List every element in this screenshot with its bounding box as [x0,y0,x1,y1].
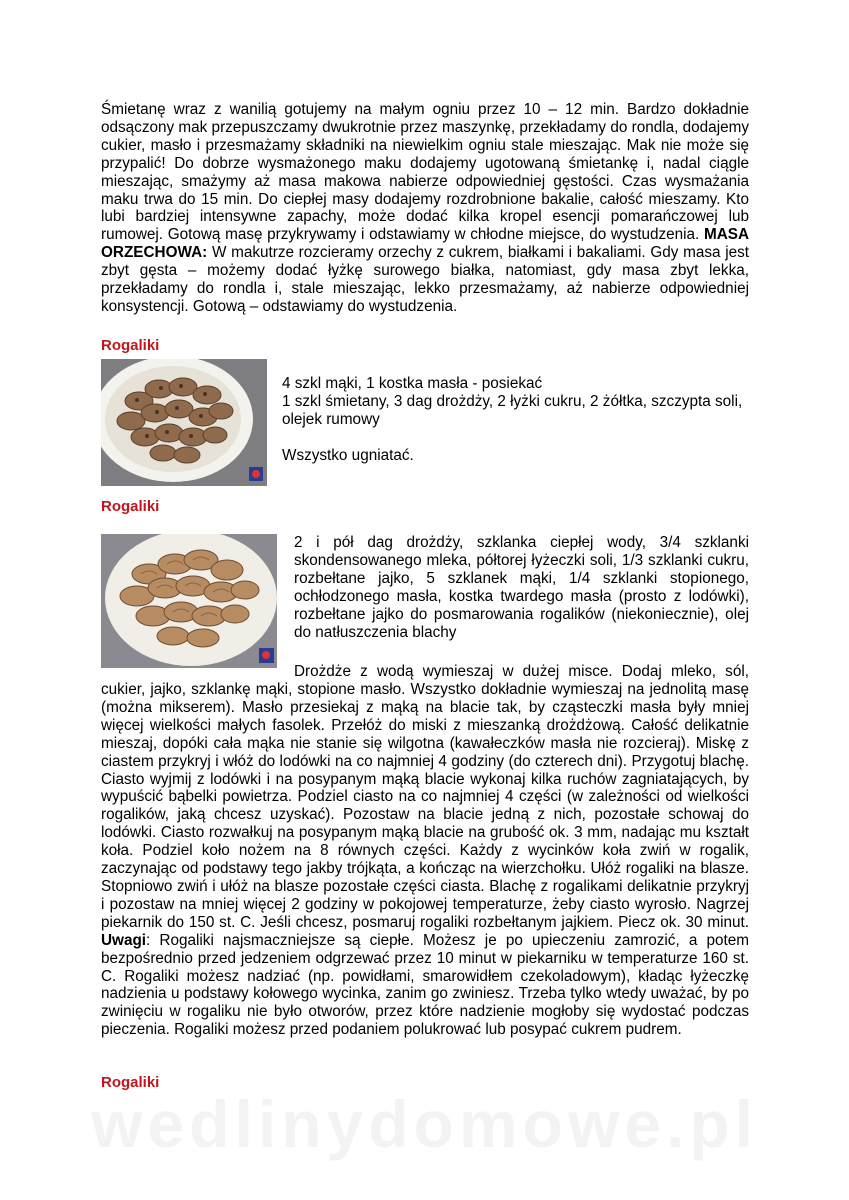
recipe2-title: Rogaliki [101,498,160,515]
recipe2-ingredients-text: 2 i pół dag drożdży, szklanka ciepłej wody, 3/4 szklanki skondensowanego mleka, półtorej łyżeczki soli, 1/3 szklanki cukru, rozbełtane jajko, 5 szklanek mąki, 1/4 szklanki stopionego, ochłodzonego masła, kostka twardego masła (prosto z lodówki), rozbełtane jajko do posmarowania rogalików (niekoniecznie), olej do natłuszczenia blachy [294,534,749,641]
croissant-plate-image-2 [101,534,277,668]
intro-paragraph [101,101,749,316]
site-watermark: wedlinydomowe.pl [91,1087,758,1161]
croissant-plate-image-1 [101,359,267,486]
masa-orzechowa-label: MASA ORZECHOWA: [101,226,749,262]
recipe2-method-text: cukier, jajko, szklankę mąki, stopione masło. Wszystko dokładnie wymieszaj na jednolitą masę (można mikserem). Masło przesiekaj z mąką na blacie tak, by cząsteczki masła były mniej więcej wielkości małych fasolek. Przełóż do miski z mieszanką drożdżową. Całość delikatnie mieszaj, dopóki cała mąka nie stanie się wilgotna (kawałeczków masła nie rozcieraj). Miskę z ciastem przykryj i włóż do lodówki na co najmniej 4 godziny (do czterech dni). Przygotuj blachę. Ciasto wyjmij z lodówki i na posypanym mąką blacie wykonaj kilka ruchów zagniatających, by wypuścić bąbelki powietrza. Podziel ciasto na co najmniej 4 części (w zależności od wielkości rogalików, jaką chcesz uzyskać). Pozostaw na blacie jedną z nich, pozostałe schowaj do lodówki. Ciasto rozwałkuj na posypanym mąką blacie na grubość ok. 3 mm, nadając mu kształt koła. Podziel koło nożem na 8 równych części. Każdy z wycinków koła zwiń w rogalik, zaczynając od podstawy tego jakby trójkąta, a kończąc na wierzchołku. Ułóż rogaliki na blasze. Stopniowo zwiń i ułóż na blasze pozostałe części ciasta. Blachę z rogalikami delikatnie przykryj i pozostaw na mniej więcej 2 godziny w pokojowej temperaturze, żeby ciasto wyrosło. Nagrzej piekarnik do 150 st. C. Jeśli chcesz, posmaruj rogaliki rozbełtanym jajkiem. Piecz ok. 30 minut. [101,681,749,931]
uwagi-label: Uwagi [101,931,147,949]
recipe2-photo [101,534,277,668]
recipe1-photo [101,359,267,486]
recipe2-notes-text: : Rogaliki najsmaczniejsze są ciepłe. Możesz je po upieczeniu zamrozić, a potem bezpośrednio przed jedzeniem odgrzewać przez 10 minut w piekarniku w temperaturze 160 st. C. Rogaliki możesz nadziać (np. powidłami, smarowidłem czekoladowym), kładąc łyżeczkę nadzienia u podstawy kołowego wycinka, zanim go zwiniesz. Trzeba tylko wtedy uważać, by po zwinięciu w rogaliku nie było otworów, przez które nadzienie mogłoby się wydostać podczas pieczenia. Rogaliki możesz przed podaniem polukrować lub posypać cukrem pudrem. [101,931,749,1039]
recipe2-ingredients [294,534,749,641]
recipe2-method [101,681,749,1039]
recipe1-ingredients [282,375,749,465]
recipe1-line3: Wszystko ugniatać. [282,446,414,464]
intro-text-part2: W makutrze rozcieramy orzechy z cukrem, białkami i bakaliami. Gdy masa jest zbyt gęsta – możemy dodać łyżkę surowego białka, natomiast, gdy masa zbyt lekka, przekładamy do rondla i, stale mieszając, lekko przesmażamy, aż nabierze odpowiedniej konsystencji. Gotową – odstawiamy do wystudzenia. [101,244,749,315]
recipe3-title: Rogaliki [101,1074,160,1091]
recipe2-method-first-line: Drożdże z wodą wymieszaj w dużej misce. Dodaj mleko, sól, [294,663,749,680]
recipe1-title: Rogaliki [101,337,160,354]
recipe1-line1: 4 szkl mąki, 1 kostka masła - posiekać [282,375,543,392]
intro-text-part1: Śmietanę wraz z wanilią gotujemy na małym ogniu przez 10 – 12 min. Bardzo dokładnie odsączony mak przepuszczamy dwukrotnie przez maszynkę, przekładamy do rondla, dodajemy cukier, masło i przesmażamy składniki na niewielkim ogniu stale mieszając. Mak nie może się przypalić! Do dobrze wysmażonego maku dodajemy ugotowaną śmietankę i, nadal ciągle mieszając, smażymy aż masa makowa nabierze odpowiedniej gęstości. Czas wysmażania maku trwa do 15 min. Do ciepłej masy dodajemy rozdrobnione bakalie, całość mieszamy. Kto lubi bardziej intensywne zapachy, może dodać kilka kropel esencji pomarańczowej lub rumowej. Gotową masę przykrywamy i odstawiamy w chłodne miejsce, do wystudzenia. [101,101,749,244]
recipe1-line2: 1 szkl śmietany, 3 dag drożdży, 2 łyżki cukru, 2 żółtka, szczypta soli, olejek rumowy [282,392,743,428]
